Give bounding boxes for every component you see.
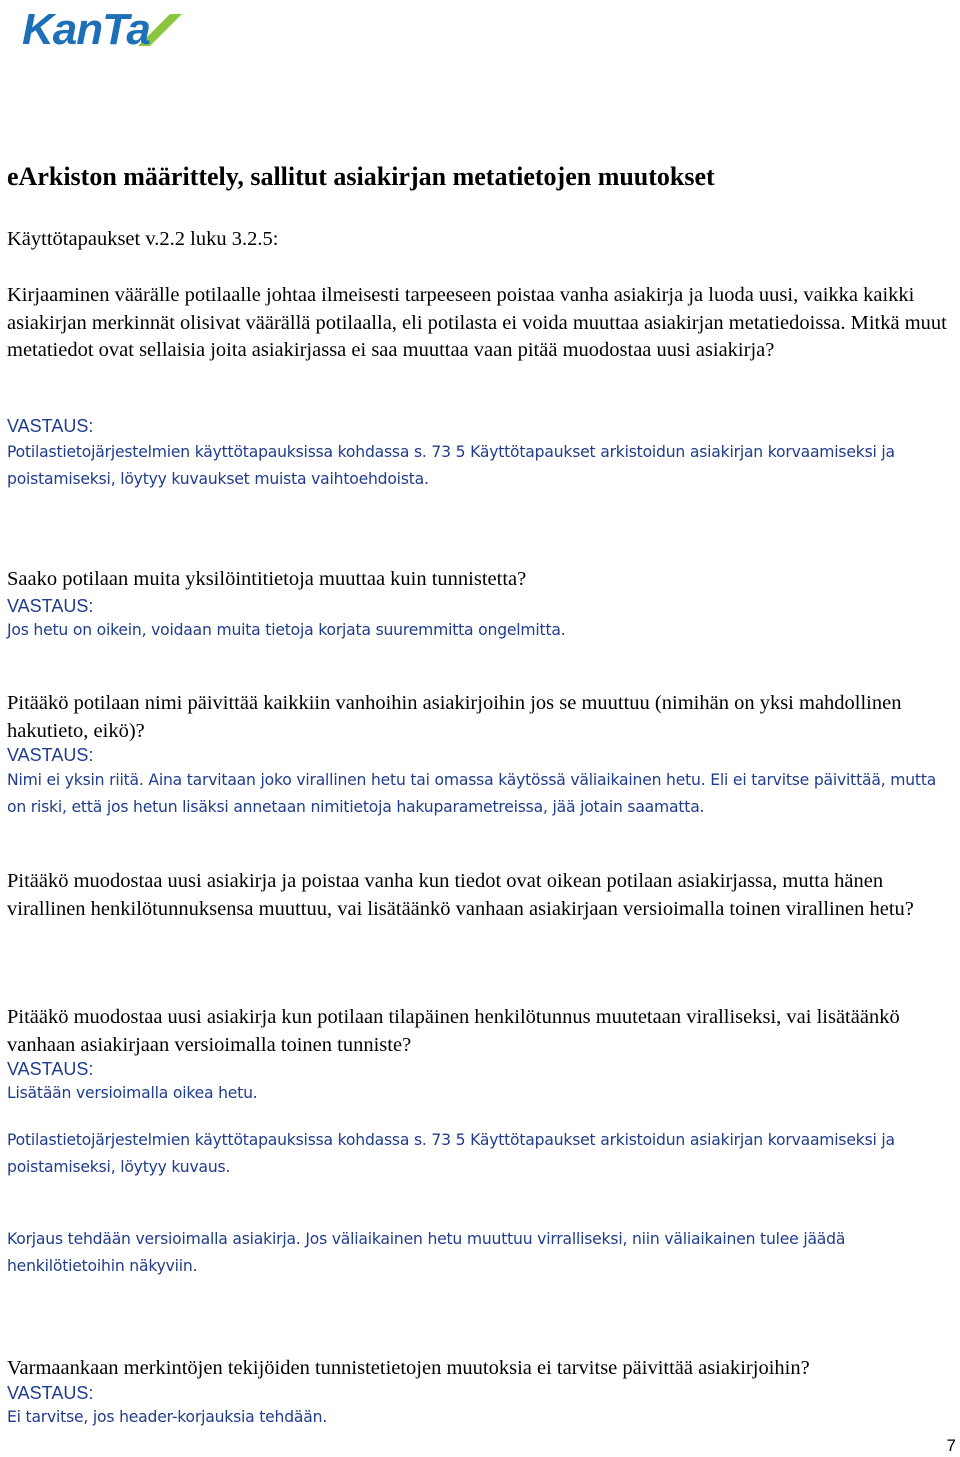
logo-text: KanTa xyxy=(22,6,150,50)
answer-label-6: VASTAUS: xyxy=(7,1383,94,1403)
answer-1: Potilastietojärjestelmien käyttötapauksissa kohdassa s. 73 5 Käyttötapaukset arkistoidun asiakirjan korvaamiseksi ja poistamiseksi, löytyy kuvaukset muista vaihtoehdoista. xyxy=(7,443,895,488)
question-1: Kirjaaminen väärälle potilaalle johtaa ilmeisesti tarpeeseen poistaa vanha asiakirja ja luoda uusi, vaikka kaikki asiakirjan merkinnät olisivat väärällä potilaalla, eli potilasta ei voida muuttaa asiakirjan metatiedoissa. Mitkä muut metatiedot ovat sellaisia joita asiakirjassa ei saa muuttaa vaan pitää muodostaa uusi asiakirja? xyxy=(7,284,947,361)
answer-6: Ei tarvitse, jos header-korjauksia tehdään. xyxy=(7,1408,328,1426)
question-2: Saako potilaan muita yksilöintitietoja muuttaa kuin tunnistetta? xyxy=(7,568,527,590)
answer-label-5: VASTAUS: xyxy=(7,1059,94,1079)
answer-label-2: VASTAUS: xyxy=(7,596,94,616)
document-subtitle: Käyttötapaukset v.2.2 luku 3.2.5: xyxy=(7,228,279,250)
answer-label-1: VASTAUS: xyxy=(7,416,94,436)
page-number: 7 xyxy=(946,1436,956,1455)
question-5: Pitääkö muodostaa uusi asiakirja kun potilaan tilapäinen henkilötunnus muutetaan viralliseksi, vai lisätäänkö vanhaan asiakirjaan versioimalla toinen tunniste? xyxy=(7,1006,900,1056)
answer-label-3: VASTAUS: xyxy=(7,745,94,765)
question-4: Pitääkö muodostaa uusi asiakirja ja poistaa vanha kun tiedot ovat oikean potilaan asiakirjassa, mutta hänen virallinen henkilötunnuksensa muuttuu, vai lisätäänkö vanhaan asiakirjaan versioimalla toinen virallinen hetu? xyxy=(7,870,914,920)
answer-5a: Lisätään versioimalla oikea hetu. xyxy=(7,1084,258,1102)
answer-3: Nimi ei yksin riitä. Aina tarvitaan joko virallinen hetu tai omassa käytössä väliaikainen hetu. Eli ei tarvitse päivittää, mutta on riski, että jos hetun lisäksi annetaan nimitietoja hakuparametreissa, jää jotain saamatta. xyxy=(7,771,937,816)
answer-5b: Potilastietojärjestelmien käyttötapauksissa kohdassa s. 73 5 Käyttötapaukset arkistoidun asiakirjan korvaamiseksi ja poistamiseksi, löytyy kuvaus. xyxy=(7,1131,895,1176)
answer-5c: Korjaus tehdään versioimalla asiakirja. Jos väliaikainen hetu muuttuu virralliseksi, niin väliaikainen tulee jäädä henkilötietoihin näkyviin. xyxy=(7,1230,846,1275)
answer-2: Jos hetu on oikein, voidaan muita tietoja korjata suuremmitta ongelmitta. xyxy=(7,621,566,639)
question-3: Pitääkö potilaan nimi päivittää kaikkiin vanhoihin asiakirjoihin jos se muuttuu (nimihän on yksi mahdollinen hakutieto, eikö)? xyxy=(7,692,902,742)
document-title: eArkiston määrittely, sallitut asiakirjan metatietojen muutokset xyxy=(7,162,715,191)
kanta-logo xyxy=(20,6,184,50)
question-6: Varmaankaan merkintöjen tekijöiden tunnistetietojen muutoksia ei tarvitse päivittää asiakirjoihin? xyxy=(7,1357,810,1379)
